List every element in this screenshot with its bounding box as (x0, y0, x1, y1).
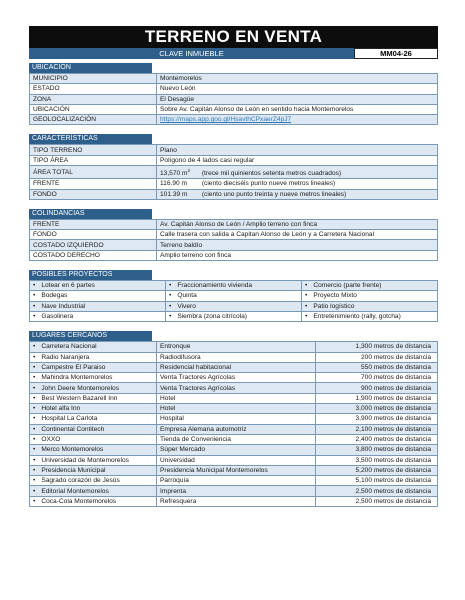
row-value: Amplio terreno con finca (157, 250, 438, 260)
list-item: • Siembra (zona citrícola) (166, 311, 302, 321)
table-row (30, 352, 438, 362)
place-type: Súper Mercado (157, 445, 316, 455)
table-row (30, 476, 438, 486)
place-name: • Editorial Montemorelos (30, 486, 157, 496)
table-row (30, 84, 438, 94)
place-distance: 2,500 metros de distancia (316, 486, 438, 496)
table-row (30, 424, 438, 434)
lugares-body (30, 342, 438, 507)
list-item: • Gasolinera (30, 311, 166, 321)
listing-sheet (29, 26, 438, 507)
place-distance: 5,100 metros de distancia (316, 476, 438, 486)
place-type: Venta Tractores Agrícolas (157, 373, 316, 383)
table-row (30, 455, 438, 465)
place-name: • Carretera Nacional (30, 342, 157, 352)
list-item: • Proyecto Mixto (302, 291, 438, 301)
table-row (30, 393, 438, 403)
place-distance: 3,000 metros de distancia (316, 404, 438, 414)
row-label: GEOLOCALIZACIÓN (30, 115, 157, 125)
proyectos-table (29, 280, 438, 322)
row-label: ZONA (30, 94, 157, 104)
place-name: • Presidencia Municipal (30, 465, 157, 475)
clave-value: MM04-26 (354, 48, 438, 59)
row-value: Montemorelos (157, 74, 438, 84)
row-value: Polígono de 4 lados casi regular (157, 155, 438, 165)
list-item: • Nave Industrial (30, 301, 166, 311)
section-colindancias (29, 209, 438, 261)
row-value (157, 189, 438, 199)
table-row (30, 104, 438, 114)
place-name: • Hospital La Carlota (30, 414, 157, 424)
row-value (157, 179, 438, 189)
table-row (30, 496, 438, 506)
table-row (30, 434, 438, 444)
table-row (30, 189, 438, 199)
row-value (157, 166, 438, 179)
place-name: • Best Western Bazarell Inn (30, 393, 157, 403)
section-lugares (29, 331, 438, 507)
ubicacion-table (29, 73, 438, 125)
place-type: Entronque (157, 342, 316, 352)
page-title: TERRENO EN VENTA (29, 26, 438, 48)
table-row (30, 445, 438, 455)
row-label: FRENTE (30, 219, 157, 229)
lugares-table (29, 341, 438, 507)
place-distance: 900 metros de distancia (316, 383, 438, 393)
place-type: Hospital (157, 414, 316, 424)
row-value: Nuevo León (157, 84, 438, 94)
row-label: FONDO (30, 189, 157, 199)
table-row (30, 342, 438, 352)
table-row (30, 74, 438, 84)
table-row (30, 166, 438, 179)
place-type: Empresa Alemana automotriz (157, 424, 316, 434)
place-name: • Mahindra Montemorelos (30, 373, 157, 383)
row-value: Av. Capitán Alonso de León / Amplio terreno con finca (157, 219, 438, 229)
table-row (30, 155, 438, 165)
value-note: (ciento uno punto treinta y nueve metros lineales) (201, 190, 347, 198)
place-name: • Sagrado corazón de Jesús (30, 476, 157, 486)
row-label: FONDO (30, 230, 157, 240)
row-label: TIPO TERRENO (30, 145, 157, 155)
place-type: Parroquía (157, 476, 316, 486)
value-note: (trece mil quinientos setenta metros cuadrados) (201, 170, 342, 178)
row-value: Terreno baldío (157, 240, 438, 250)
row-label: MUNICIPIO (30, 74, 157, 84)
list-item: • Lotear en 6 partes (30, 281, 166, 291)
value-main: 116.90 m (160, 180, 188, 188)
table-row (30, 362, 438, 372)
list-item: • Vivero (166, 301, 302, 311)
place-name: • Coca-Cola Montemorelos (30, 496, 157, 506)
place-distance: 5,200 metros de distancia (316, 465, 438, 475)
place-distance: 2,500 metros de distancia (316, 496, 438, 506)
table-row (30, 373, 438, 383)
row-label: ÁREA TOTAL (30, 166, 157, 179)
place-type: Residencial habitacional (157, 362, 316, 372)
list-item: • Bodegas (30, 291, 166, 301)
place-name: • John Deere Montemorelos (30, 383, 157, 393)
place-type: Hotel (157, 404, 316, 414)
section-heading: POSIBLES PROYECTOS (29, 270, 152, 280)
table-row (30, 465, 438, 475)
place-name: • OXXO (30, 434, 157, 444)
table-row (30, 250, 438, 260)
list-item: • Quinta (166, 291, 302, 301)
place-distance: 200 metros de distancia (316, 352, 438, 362)
clave-row (29, 48, 438, 59)
table-row (30, 179, 438, 189)
place-type: Venta Tractores Agrícolas (157, 383, 316, 393)
place-name: • Continental Contitech (30, 424, 157, 434)
row-value: Calle trasera con salida a Capitan Alonso de León y a Carretera Nacional (157, 230, 438, 240)
list-item: • Fraccionamiento vivienda (166, 281, 302, 291)
clave-label: CLAVE INMUEBLE (29, 48, 354, 59)
table-row (30, 414, 438, 424)
row-label: TIPO ÁREA (30, 155, 157, 165)
place-name: • Universidad de Montemorelos (30, 455, 157, 465)
value-main: 13,570 $m^2$ (160, 168, 191, 178)
value-main: 101.39 m (160, 190, 188, 198)
table-row (30, 404, 438, 414)
row-value: Plano (157, 145, 438, 155)
list-item: • Patio logístico (302, 301, 438, 311)
place-distance: 1,300 metros de distancia (316, 342, 438, 352)
table-row (30, 240, 438, 250)
place-type: Universidad (157, 455, 316, 465)
section-heading: CARACTERÍSTICAS (29, 134, 152, 144)
caracteristicas-table (29, 144, 438, 199)
value-note: (ciento dieciséis punto nueve metros lineales) (201, 180, 336, 188)
place-distance: 550 metros de distancia (316, 362, 438, 372)
table-row (30, 94, 438, 104)
table-row (30, 145, 438, 155)
row-label: ESTADO (30, 84, 157, 94)
table-row (30, 291, 438, 301)
place-distance: 2,400 metros de distancia (316, 434, 438, 444)
place-name: • Merco Montemorelos (30, 445, 157, 455)
section-proyectos (29, 270, 438, 322)
place-distance: 3,500 metros de distancia (316, 455, 438, 465)
geolocation-link[interactable]: https://maps.app.goo.gl/HsavthCPxaerZ4pJ7 (157, 115, 438, 125)
place-name: • Campestre El Paraiso (30, 362, 157, 372)
place-type: Refresquera (157, 496, 316, 506)
table-row (30, 219, 438, 229)
list-item: • Comercio (parte frente) (302, 281, 438, 291)
place-type: Imprenta (157, 486, 316, 496)
row-label: COSTADO DERECHO (30, 250, 157, 260)
place-type: Tienda de Conveniencia (157, 434, 316, 444)
section-heading: COLINDANCIAS (29, 209, 152, 219)
place-type: Presidencia Municipal Montemorelos (157, 465, 316, 475)
place-distance: 3,800 metros de distancia (316, 445, 438, 455)
place-type: Radiodifusora (157, 352, 316, 362)
place-name: • Hotel alfa Inn (30, 404, 157, 414)
place-type: Hotel (157, 393, 316, 403)
table-row (30, 486, 438, 496)
table-row (30, 115, 438, 125)
colindancias-table (29, 219, 438, 261)
row-value: El Desagüe (157, 94, 438, 104)
table-row (30, 301, 438, 311)
list-item: • Entretenimiento (rally, gotcha) (302, 311, 438, 321)
table-row (30, 281, 438, 291)
row-label: UBICACIÓN (30, 104, 157, 114)
place-distance: 1,900 metros de distancia (316, 393, 438, 403)
section-heading: LUGARES CERCANOS (29, 331, 152, 341)
row-value: Sobre Av. Capitán Alonso de León en sentido hacia Montemorelos (157, 104, 438, 114)
place-name: • Radio Naranjera (30, 352, 157, 362)
place-distance: 2,100 metros de distancia (316, 424, 438, 434)
section-caracteristicas (29, 134, 438, 199)
row-label: FRENTE (30, 179, 157, 189)
section-ubicacion (29, 63, 438, 125)
section-heading: UBICACIÓN (29, 63, 152, 73)
table-row (30, 230, 438, 240)
table-row (30, 383, 438, 393)
place-distance: 700 metros de distancia (316, 373, 438, 383)
table-row (30, 311, 438, 321)
place-distance: 3,900 metros de distancia (316, 414, 438, 424)
row-label: COSTADO IZQUIERDO (30, 240, 157, 250)
